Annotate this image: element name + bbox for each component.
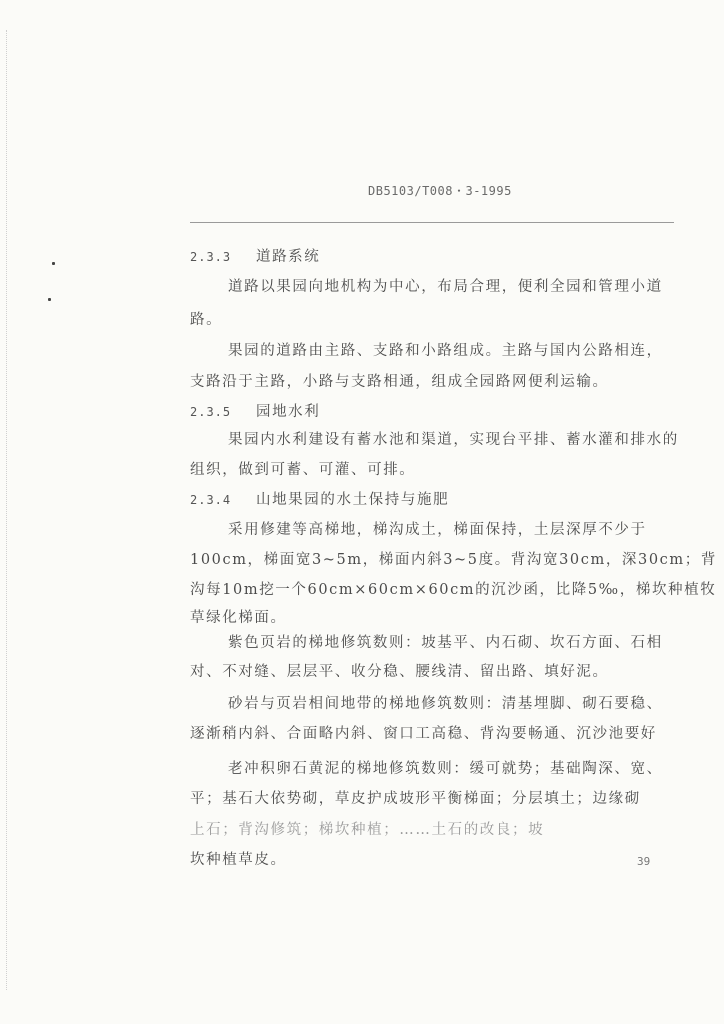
- body-line: 路。: [190, 312, 223, 328]
- section-number: 2.3.5: [190, 405, 232, 419]
- body-line: 果园内水利建设有蓄水池和渠道，实现台平排、蓄水灌和排水的: [228, 432, 679, 448]
- body-line: 采用修建等高梯地，梯沟成土，梯面保持，土层深厚不少于: [228, 522, 647, 538]
- section-title: 道路系统: [255, 249, 321, 265]
- section-heading-orchard-water: [190, 402, 320, 422]
- section-title: 山地果园的水土保持与施肥: [255, 492, 450, 508]
- body-line: 道路以果园向地机构为中心，布局合理，便利全园和管理小道: [228, 279, 663, 295]
- body-line-faded: 上石；背沟修筑；梯坎种植；……土石的改良；坡: [190, 822, 545, 838]
- page-number: 39: [637, 855, 651, 868]
- section-number: 2.3.3: [190, 250, 232, 264]
- body-line: 组织，做到可蓄、可灌、可排。: [190, 462, 416, 478]
- section-heading-soil-conservation: [190, 490, 449, 510]
- section-title: 园地水利: [255, 404, 321, 420]
- section-heading-road-system: [190, 247, 320, 267]
- standard-code-header: DB5103/T008・3-1995: [368, 184, 512, 198]
- body-line: 砂岩与页岩相间地带的梯地修筑数则：清基埋脚、砌石要稳、: [228, 696, 663, 712]
- header-rule: [190, 222, 674, 223]
- body-line: 支路沿于主路，小路与支路相通，组成全园路网便利运输。: [190, 374, 609, 390]
- scan-margin-specks: [6, 30, 13, 990]
- scan-speck: [52, 262, 55, 265]
- section-number: 2.3.4: [190, 493, 232, 507]
- body-line: 坎种植草皮。: [190, 852, 287, 868]
- body-line: 平；基石大依势砌，草皮护成坡形平衡梯面；分层填土；边缘砌: [190, 791, 641, 807]
- body-line: 100cm，梯面宽3~5m，梯面内斜3~5度。背沟宽30cm，深30cm；背: [190, 552, 717, 568]
- body-line: 逐渐稍内斜、合面略内斜、窗口工高稳、背沟要畅通、沉沙池要好: [190, 726, 657, 742]
- body-line: 果园的道路由主路、支路和小路组成。主路与国内公路相连，: [228, 343, 663, 359]
- scan-speck: [48, 298, 51, 301]
- body-line: 老冲积卵石黄泥的梯地修筑数则：缓可就势；基础陶深、宽、: [228, 761, 663, 777]
- body-line: 沟每10m挖一个60cm×60cm×60cm的沉沙函，比降5‰，梯坎种植牧: [190, 582, 717, 598]
- body-line: 对、不对缝、层层平、收分稳、腰线清、留出路、填好泥。: [190, 664, 609, 680]
- body-line: 草绿化梯面。: [190, 610, 287, 626]
- body-line: 紫色页岩的梯地修筑数则：坡基平、内石砌、坎石方面、石相: [228, 635, 663, 651]
